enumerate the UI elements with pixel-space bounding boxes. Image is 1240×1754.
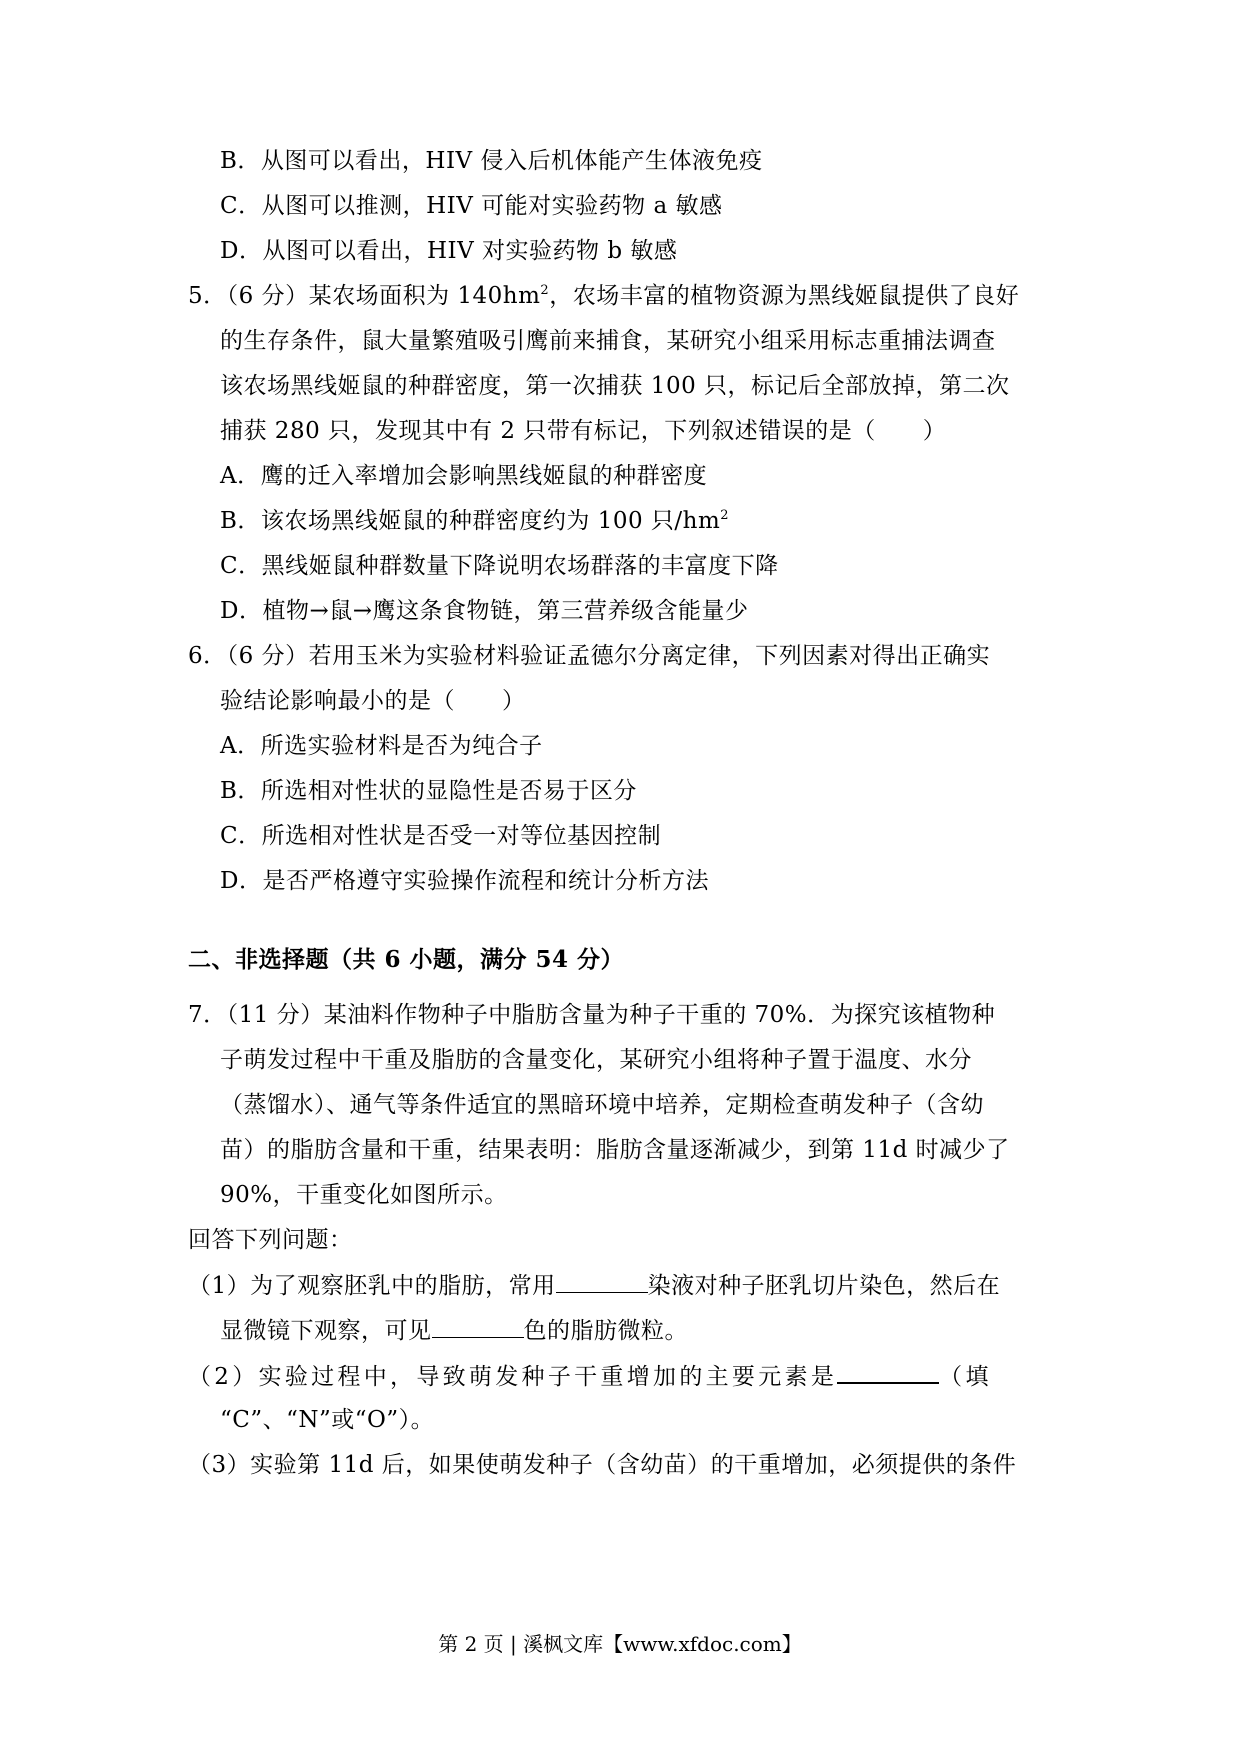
- q7-sub1-text: 色的脂肪微粒。: [523, 1318, 688, 1344]
- q4-option-b: B．从图可以看出，HIV 侵入后机体能产生体液免疫: [220, 148, 763, 174]
- answer-blank[interactable]: [837, 1360, 939, 1384]
- q6-stem-line-2: 验结论影响最小的是（ ）: [220, 688, 526, 714]
- answer-blank[interactable]: [556, 1270, 648, 1293]
- q5-option-b: [220, 506, 729, 536]
- q5-stem-line-2: 的生存条件，鼠大量繁殖吸引鹰前来捕食，某研究小组采用标志重捕法调查: [220, 328, 996, 354]
- q7-sub1-text: 显微镜下观察，可见: [220, 1318, 432, 1344]
- q5-stem-line-4: 捕获 280 只，发现其中有 2 只带有标记，下列叙述错误的是（ ）: [220, 418, 947, 444]
- q7-sub2-text: （2）实验过程中，导致萌发种子干重增加的主要元素是: [188, 1364, 838, 1390]
- q6-stem-line-1: 6．（6 分）若用玉米为实验材料验证孟德尔分离定律，下列因素对得出正确实: [188, 643, 991, 669]
- superscript: 2: [540, 283, 550, 298]
- q7-stem-line-4: 苗）的脂肪含量和干重，结果表明：脂肪含量逐渐减少，到第 11d 时减少了: [220, 1137, 1010, 1163]
- q7-sub2-line-1: [188, 1360, 992, 1392]
- q7-stem-line-3: （蒸馏水）、通气等条件适宜的黑暗环境中培养，定期检查萌发种子（含幼: [220, 1092, 984, 1118]
- q7-sub1-text: 染液对种子胚乳切片染色，然后在: [647, 1273, 1001, 1299]
- q7-prompt: 回答下列问题：: [188, 1227, 353, 1253]
- q7-stem-line-1: 7．（11 分）某油料作物种子中脂肪含量为种子干重的 70%．为探究该植物种: [188, 1002, 996, 1028]
- q6-option-d: D．是否严格遵守实验操作流程和统计分析方法: [220, 868, 709, 894]
- q7-stem-line-2: 子萌发过程中干重及脂肪的含量变化，某研究小组将种子置于温度、水分: [220, 1047, 972, 1073]
- q5-stem-text: 5．（6 分）某农场面积为 140hm: [188, 283, 541, 309]
- q6-option-c: C．所选相对性状是否受一对等位基因控制: [220, 823, 662, 849]
- q7-sub2-line-2: “C”、“N”或“O”）。: [220, 1407, 435, 1433]
- superscript: 2: [720, 508, 730, 523]
- q5-option-d: D．植物→鼠→鹰这条食物链，第三营养级含能量少: [220, 598, 749, 624]
- section-heading: 二、非选择题（共 6 小题，满分 54 分）: [188, 946, 625, 973]
- q4-option-d: D．从图可以看出，HIV 对实验药物 b 敏感: [220, 238, 678, 264]
- q7-sub3-line-1: （3）实验第 11d 后，如果使萌发种子（含幼苗）的干重增加，必须提供的条件: [188, 1452, 1017, 1478]
- answer-blank[interactable]: [432, 1315, 524, 1338]
- q5-stem-line-1: [188, 281, 1019, 311]
- page-footer: 第 2 页 | 溪枫文库【www.xfdoc.com】: [438, 1632, 802, 1656]
- q6-option-a: A．所选实验材料是否为纯合子: [220, 733, 543, 759]
- q7-sub1-text: （1）为了观察胚乳中的脂肪，常用: [188, 1273, 556, 1299]
- q5-stem-text: ，农场丰富的植物资源为黑线姬鼠提供了良好: [549, 283, 1020, 309]
- q4-option-c: C．从图可以推测，HIV 可能对实验药物 a 敏感: [220, 193, 723, 219]
- q5-option-c: C．黑线姬鼠种群数量下降说明农场群落的丰富度下降: [220, 553, 779, 579]
- q7-sub2-text: （填: [939, 1364, 992, 1390]
- q7-stem-line-5: 90%，干重变化如图所示。: [220, 1182, 508, 1208]
- q5-option-b-text: B．该农场黑线姬鼠的种群密度约为 100 只/hm: [220, 508, 721, 534]
- q7-sub1-line-1: [188, 1270, 1000, 1301]
- q6-option-b: B．所选相对性状的显隐性是否易于区分: [220, 778, 637, 804]
- q5-stem-line-3: 该农场黑线姬鼠的种群密度，第一次捕获 100 只，标记后全部放掉，第二次: [220, 373, 1010, 399]
- q5-option-a: A．鹰的迁入率增加会影响黑线姬鼠的种群密度: [220, 463, 708, 489]
- q7-sub1-line-2: [220, 1315, 688, 1346]
